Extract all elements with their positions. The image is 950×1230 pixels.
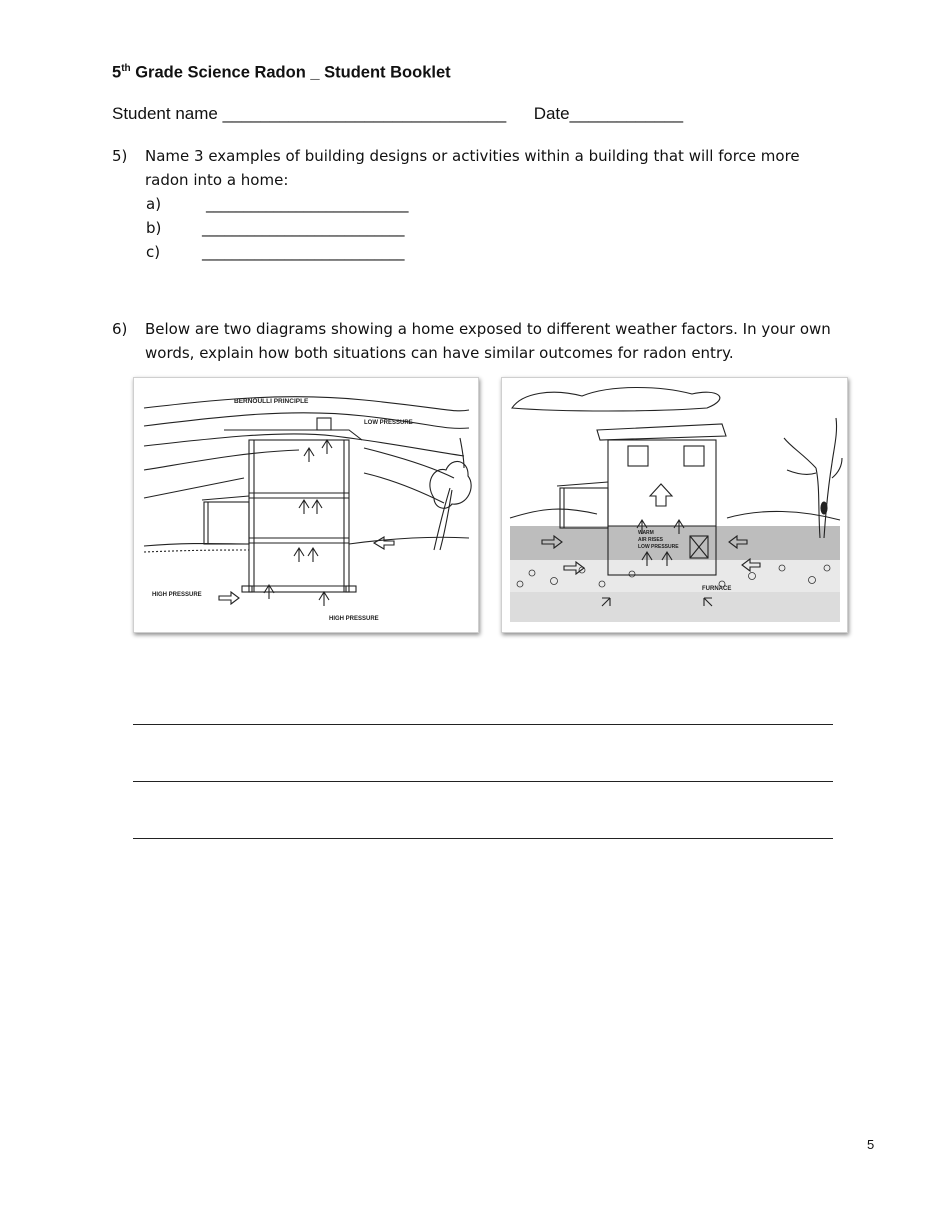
student-name-label: Student name — [112, 104, 218, 123]
title-grade-number: 5 — [112, 63, 122, 82]
stack-effect-illustration — [502, 378, 847, 632]
option-label: c) — [146, 243, 161, 261]
label-low-pressure-inside: LOW PRESSURE — [638, 544, 679, 550]
label-warm: WARM — [638, 530, 654, 536]
label-low-pressure: LOW PRESSURE — [364, 420, 413, 426]
q5-number: 5) — [112, 147, 128, 165]
label-high-pressure-left: HIGH PRESSURE — [152, 592, 202, 598]
date-label: Date — [533, 104, 570, 123]
page-number: 5 — [867, 1137, 875, 1152]
q6-text: Below are two diagrams showing a home exposed to different weather factors. In your own words, explain how both situations can have similar outcomes for radon entry. — [145, 320, 831, 362]
label-air-rises: AIR RISES — [638, 537, 664, 543]
label-furnace: FURNACE — [702, 586, 732, 592]
page-title — [112, 63, 451, 83]
stack-effect-diagram — [501, 377, 848, 633]
q5-text: Name 3 examples of building designs or activities within a building that will force more radon into a home: — [145, 147, 800, 189]
option-b-answer-line[interactable]: ___________________________ — [202, 219, 405, 237]
date-field[interactable]: ____________ — [569, 104, 684, 123]
q6-number: 6) — [112, 320, 128, 338]
q5-option-a — [146, 192, 409, 216]
student-info-row — [112, 104, 683, 124]
q5-option-c — [146, 240, 405, 264]
answer-line-3[interactable] — [133, 838, 833, 839]
option-label: b) — [146, 219, 162, 237]
answer-line-2[interactable] — [133, 781, 833, 782]
title-text: Grade Science Radon _ Student Booklet — [130, 63, 451, 82]
label-high-pressure-bottom: HIGH PRESSURE — [329, 616, 379, 622]
wind-pressure-diagram — [133, 377, 479, 633]
label-bernoulli-principle: BERNOULLI PRINCIPLE — [234, 398, 309, 405]
wind-pressure-illustration — [134, 378, 478, 632]
option-a-answer-line[interactable]: ___________________________ — [206, 195, 409, 213]
option-label: a) — [146, 195, 162, 213]
q5-option-b — [146, 216, 405, 240]
title-grade-suffix: th — [121, 63, 131, 74]
answer-line-1[interactable] — [133, 724, 833, 725]
student-name-field[interactable]: ______________________________ — [222, 104, 507, 123]
option-c-answer-line[interactable]: ___________________________ — [202, 243, 405, 261]
